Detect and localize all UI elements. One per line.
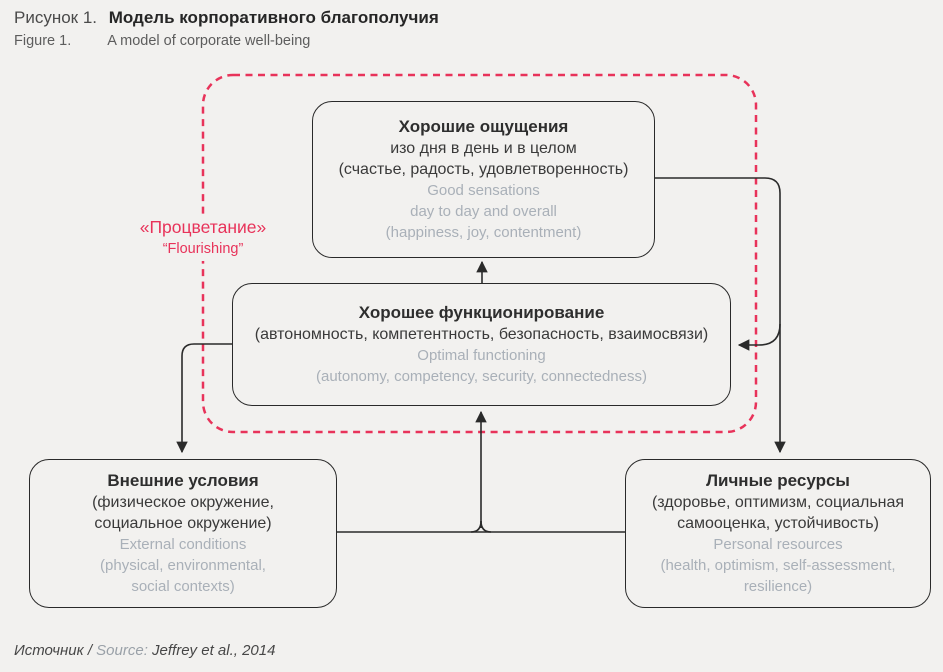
- figure-title-en: A model of corporate well-being: [107, 33, 311, 49]
- figure-number-ru: Рисунок 1.: [14, 8, 98, 27]
- box-line-en: Optimal functioning: [417, 347, 546, 365]
- box-title: Внешние условия: [107, 470, 259, 490]
- merge-fillet-left-icon: [471, 521, 481, 532]
- box-line-en: day to day and overall: [410, 203, 557, 221]
- arrow-right-branch-to-functioning-icon: [739, 324, 780, 345]
- box-line-ru: (физическое окружение,: [92, 494, 274, 512]
- arrow-functioning-to-external-icon: [182, 344, 233, 452]
- box-personal-resources: [625, 459, 931, 608]
- box-title: Хорошее функционирование: [358, 302, 605, 322]
- source-label-en: Source:: [96, 642, 153, 659]
- box-line-ru: (автономность, компетентность, безопасность, взаимосвязи): [254, 326, 709, 344]
- box-good-sensations: [312, 101, 655, 258]
- box-line-ru: самооценка, устойчивость): [677, 515, 879, 533]
- box-title: Хорошие ощущения: [398, 116, 569, 136]
- box-line-en: (happiness, joy, contentment): [385, 224, 582, 242]
- box-line-en: (autonomy, competency, security, connectedness): [316, 368, 647, 386]
- box-line-en: (health, optimism, self-assessment,: [660, 557, 896, 575]
- box-line-en: Good sensations: [427, 182, 540, 200]
- box-line-en: (physical, environmental,: [100, 557, 266, 575]
- box-title: Личные ресурсы: [706, 470, 850, 490]
- box-line-ru: (счастье, радость, удовлетворенность): [338, 161, 629, 179]
- flourishing-label: [134, 214, 273, 261]
- box-line-en: Personal resources: [713, 536, 843, 554]
- merge-fillet-right-icon: [481, 521, 491, 532]
- box-line-ru: изо дня в день и в целом: [390, 140, 577, 158]
- box-line-en: External conditions: [119, 536, 247, 554]
- box-line-en: social contexts): [131, 578, 235, 596]
- source-label-ru: Источник /: [14, 642, 97, 659]
- box-line-ru: (здоровье, оптимизм, социальная: [651, 494, 905, 512]
- box-line-en: resilience): [743, 578, 813, 596]
- source-citation: Jeffrey et al., 2014: [152, 642, 276, 659]
- box-optimal-functioning: [232, 283, 731, 406]
- box-line-ru: социальное окружение): [94, 515, 272, 533]
- figure-title-ru: Модель корпоративного благополучия: [108, 8, 439, 27]
- box-external-conditions: [29, 459, 337, 608]
- figure-number-en: Figure 1.: [14, 33, 72, 49]
- flourishing-label-ru: «Процветание»: [139, 217, 267, 237]
- flourishing-label-en: “Flourishing”: [162, 240, 244, 257]
